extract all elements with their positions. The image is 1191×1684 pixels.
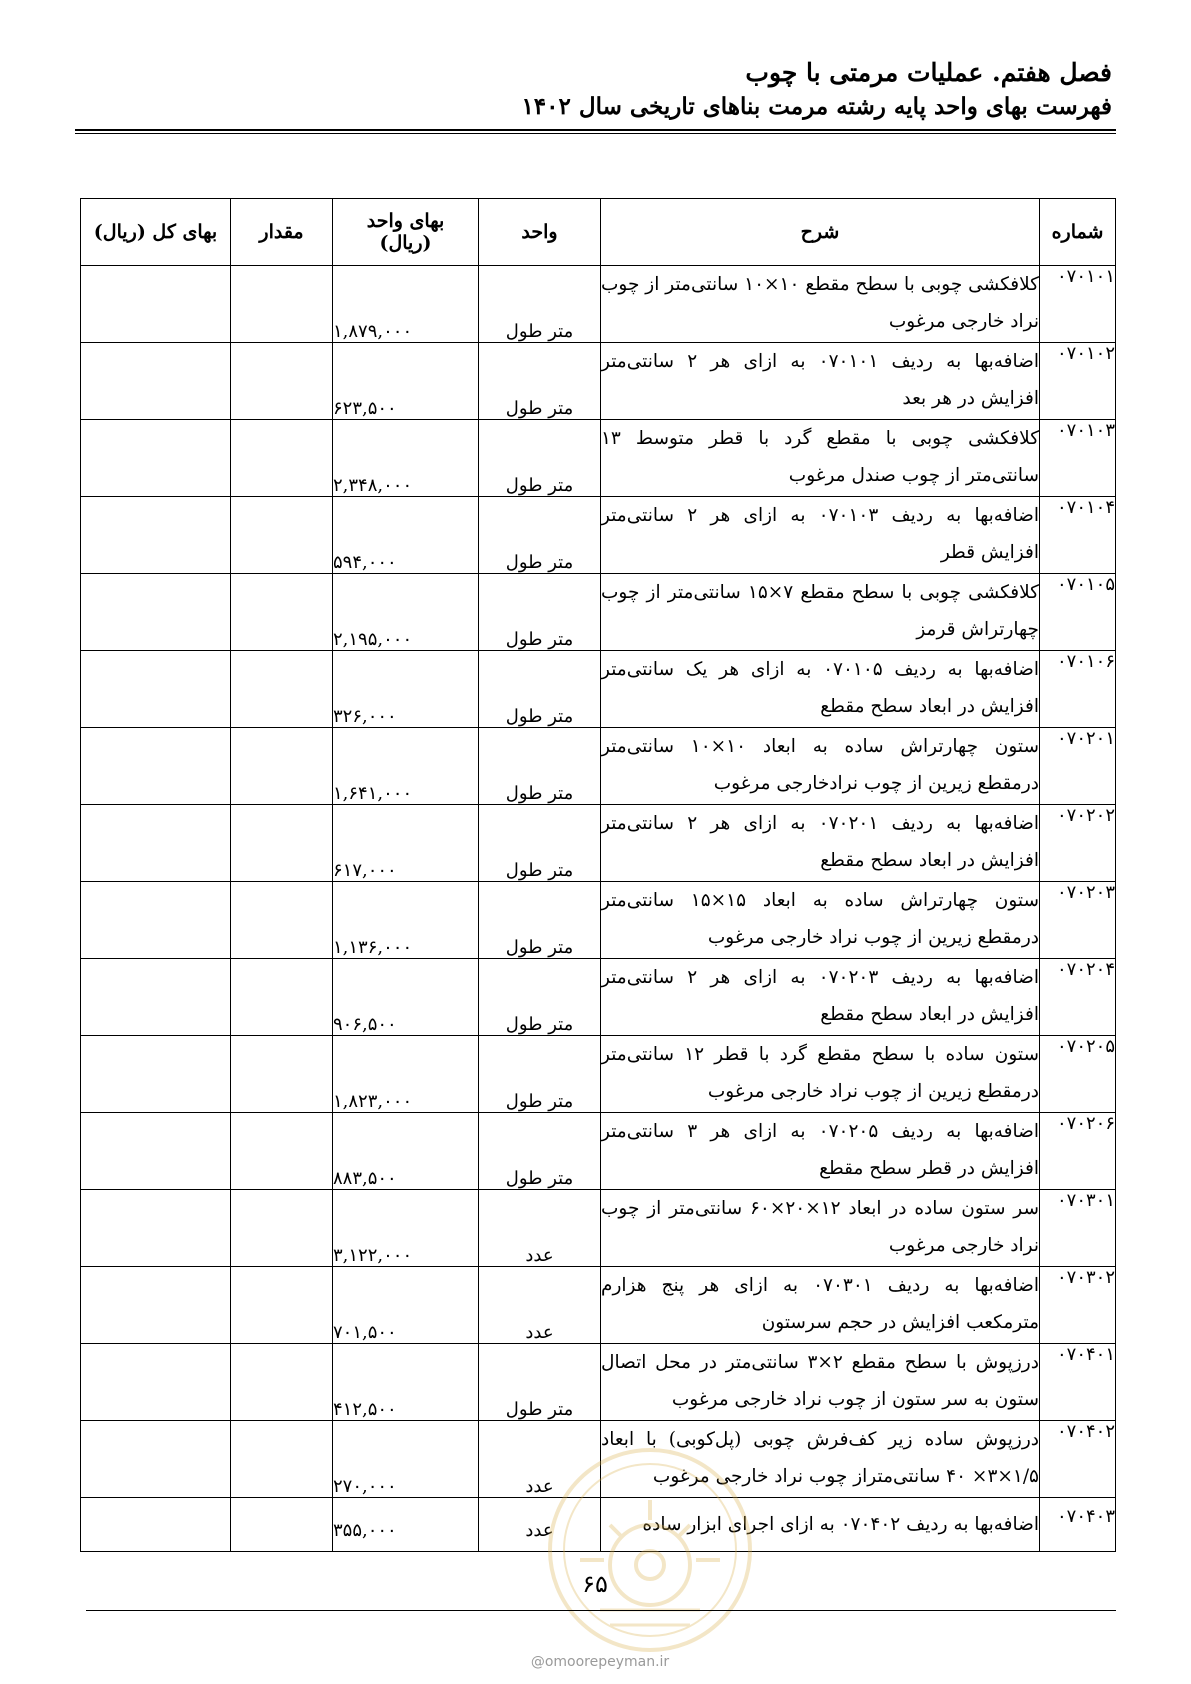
row-quantity-cell	[231, 574, 333, 651]
row-total-cell	[81, 805, 231, 882]
row-description: کلافکشی چوبی با سطح مقطع ۱۰×۱۰ سانتی‌متر از چوب نراد خارجی مرغوب	[601, 266, 1040, 343]
row-total-cell	[81, 1267, 231, 1344]
row-code: ۰۷۰۲۰۱	[1040, 728, 1116, 805]
row-code: ۰۷۰۴۰۳	[1040, 1498, 1116, 1552]
row-quantity-cell	[231, 1267, 333, 1344]
table-header-row	[81, 199, 1116, 266]
header-total-price: بهای کل (ریال)	[81, 199, 231, 266]
row-description: ستون چهارتراش ساده به ابعاد ۱۵×۱۵ سانتی‌متر درمقطع زیرین از چوب نراد خارجی مرغوب	[601, 882, 1040, 959]
row-unit: متر طول	[479, 574, 601, 651]
page-number: ۶۵	[582, 1570, 608, 1598]
row-total-cell	[81, 1113, 231, 1190]
row-unit-price: ۶۱۷,۰۰۰	[333, 805, 479, 882]
row-code: ۰۷۰۱۰۵	[1040, 574, 1116, 651]
table-row	[81, 1190, 1116, 1267]
row-unit-price: ۴۱۲,۵۰۰	[333, 1344, 479, 1421]
row-description: اضافه‌بها به ردیف ۰۷۰۲۰۱ به ازای هر ۲ سانتی‌متر افزایش در ابعاد سطح مقطع	[601, 805, 1040, 882]
row-description: کلافکشی چوبی با سطح مقطع ۷×۱۵ سانتی‌متر از چوب چهارتراش قرمز	[601, 574, 1040, 651]
row-quantity-cell	[231, 882, 333, 959]
row-code: ۰۷۰۲۰۴	[1040, 959, 1116, 1036]
row-unit: متر طول	[479, 343, 601, 420]
price-table	[80, 198, 1116, 1552]
row-total-cell	[81, 343, 231, 420]
table-row	[81, 959, 1116, 1036]
header-code: شماره	[1040, 199, 1116, 266]
row-unit-price: ۲,۳۴۸,۰۰۰	[333, 420, 479, 497]
row-description: ستون چهارتراش ساده به ابعاد ۱۰×۱۰ سانتی‌متر درمقطع زیرین از چوب نرادخارجی مرغوب	[601, 728, 1040, 805]
row-total-cell	[81, 420, 231, 497]
table-row	[81, 1498, 1116, 1552]
row-unit: متر طول	[479, 1344, 601, 1421]
row-description: سر ستون ساده در ابعاد ۱۲×۲۰×۶۰ سانتی‌متر از چوب نراد خارجی مرغوب	[601, 1190, 1040, 1267]
page-header	[72, 56, 1112, 124]
row-unit-price: ۱,۱۳۶,۰۰۰	[333, 882, 479, 959]
row-quantity-cell	[231, 1421, 333, 1498]
row-code: ۰۷۰۱۰۱	[1040, 266, 1116, 343]
row-total-cell	[81, 1036, 231, 1113]
row-unit-price: ۳۵۵,۰۰۰	[333, 1498, 479, 1552]
table-row	[81, 1344, 1116, 1421]
table-row	[81, 266, 1116, 343]
row-total-cell	[81, 497, 231, 574]
row-description: اضافه‌بها به ردیف ۰۷۰۲۰۵ به ازای هر ۳ سانتی‌متر افزایش در قطر سطح مقطع	[601, 1113, 1040, 1190]
row-description: اضافه‌بها به ردیف ۰۷۰۱۰۱ به ازای هر ۲ سانتی‌متر افزایش در هر بعد	[601, 343, 1040, 420]
chapter-title: فصل هفتم. عملیات مرمتی با چوب	[745, 58, 1112, 87]
row-total-cell	[81, 1344, 231, 1421]
document-subtitle: فهرست بهای واحد پایه رشته مرمت بناهای تاریخی سال ۱۴۰۲	[521, 93, 1112, 120]
row-quantity-cell	[231, 1036, 333, 1113]
table-row	[81, 497, 1116, 574]
row-unit: عدد	[479, 1498, 601, 1552]
row-code: ۰۷۰۲۰۳	[1040, 882, 1116, 959]
row-total-cell	[81, 882, 231, 959]
table-row	[81, 420, 1116, 497]
table-row	[81, 1421, 1116, 1498]
row-quantity-cell	[231, 959, 333, 1036]
row-unit-price: ۲,۱۹۵,۰۰۰	[333, 574, 479, 651]
website-label: @omoorepeyman.ir	[530, 1654, 670, 1670]
table-row	[81, 805, 1116, 882]
row-unit: متر طول	[479, 266, 601, 343]
row-unit: عدد	[479, 1267, 601, 1344]
row-unit: متر طول	[479, 959, 601, 1036]
row-unit: متر طول	[479, 728, 601, 805]
row-total-cell	[81, 1498, 231, 1552]
row-description: درزپوش با سطح مقطع ۲×۳ سانتی‌متر در محل اتصال ستون به سر ستون از چوب نراد خارجی مرغوب	[601, 1344, 1040, 1421]
row-quantity-cell	[231, 1190, 333, 1267]
row-unit-price: ۹۰۶,۵۰۰	[333, 959, 479, 1036]
row-unit: متر طول	[479, 1036, 601, 1113]
row-code: ۰۷۰۱۰۲	[1040, 343, 1116, 420]
row-code: ۰۷۰۱۰۶	[1040, 651, 1116, 728]
row-description: اضافه‌بها به ردیف ۰۷۰۳۰۱ به ازای هر پنج هزارم مترمکعب افزایش در حجم سرستون	[601, 1267, 1040, 1344]
row-code: ۰۷۰۲۰۵	[1040, 1036, 1116, 1113]
row-unit: متر طول	[479, 1113, 601, 1190]
header-rule	[75, 129, 1116, 131]
row-code: ۰۷۰۲۰۶	[1040, 1113, 1116, 1190]
row-description: اضافه‌بها به ردیف ۰۷۰۲۰۳ به ازای هر ۲ سانتی‌متر افزایش در ابعاد سطح مقطع	[601, 959, 1040, 1036]
header-description: شرح	[601, 199, 1040, 266]
row-quantity-cell	[231, 1113, 333, 1190]
header-quantity: مقدار	[231, 199, 333, 266]
row-description: ستون ساده با سطح مقطع گرد با قطر ۱۲ سانتی‌متر درمقطع زیرین از چوب نراد خارجی مرغوب	[601, 1036, 1040, 1113]
row-unit-price: ۱,۸۷۹,۰۰۰	[333, 266, 479, 343]
row-code: ۰۷۰۳۰۱	[1040, 1190, 1116, 1267]
table-row	[81, 574, 1116, 651]
row-code: ۰۷۰۱۰۳	[1040, 420, 1116, 497]
row-description: کلافکشی چوبی با مقطع گرد با قطر متوسط ۱۳ سانتی‌متر از چوب صندل مرغوب	[601, 420, 1040, 497]
table-row	[81, 343, 1116, 420]
row-code: ۰۷۰۱۰۴	[1040, 497, 1116, 574]
row-unit: متر طول	[479, 497, 601, 574]
row-quantity-cell	[231, 805, 333, 882]
row-unit: متر طول	[479, 805, 601, 882]
row-total-cell	[81, 266, 231, 343]
row-quantity-cell	[231, 266, 333, 343]
table-row	[81, 1113, 1116, 1190]
row-quantity-cell	[231, 497, 333, 574]
row-total-cell	[81, 574, 231, 651]
row-unit-price: ۷۰۱,۵۰۰	[333, 1267, 479, 1344]
row-total-cell	[81, 1421, 231, 1498]
row-unit-price: ۶۲۳,۵۰۰	[333, 343, 479, 420]
header-rule-thin	[75, 133, 1116, 134]
row-description: اضافه‌بها به ردیف ۰۷۰۱۰۵ به ازای هر یک سانتی‌متر افزایش در ابعاد سطح مقطع	[601, 651, 1040, 728]
footer-rule	[86, 1610, 1116, 1611]
header-unit-price: بهای واحد (ریال)	[333, 199, 479, 266]
row-code: ۰۷۰۳۰۲	[1040, 1267, 1116, 1344]
row-quantity-cell	[231, 420, 333, 497]
row-unit: متر طول	[479, 882, 601, 959]
row-total-cell	[81, 728, 231, 805]
row-quantity-cell	[231, 1498, 333, 1552]
row-unit: عدد	[479, 1421, 601, 1498]
row-description: درزپوش ساده زیر کف‌فرش چوبی (پل‌کوبی) با ابعاد ۱/۵×۳× ۴۰ سانتی‌متراز چوب نراد خارجی مرغوب	[601, 1421, 1040, 1498]
row-unit: متر طول	[479, 651, 601, 728]
row-total-cell	[81, 959, 231, 1036]
row-code: ۰۷۰۴۰۱	[1040, 1344, 1116, 1421]
table-row	[81, 728, 1116, 805]
table-row	[81, 882, 1116, 959]
row-unit-price: ۱,۶۴۱,۰۰۰	[333, 728, 479, 805]
row-quantity-cell	[231, 1344, 333, 1421]
header-unit: واحد	[479, 199, 601, 266]
row-unit-price: ۳۲۶,۰۰۰	[333, 651, 479, 728]
row-total-cell	[81, 1190, 231, 1267]
row-code: ۰۷۰۲۰۲	[1040, 805, 1116, 882]
row-description: اضافه‌بها به ردیف ۰۷۰۴۰۲ به ازای اجرای ابزار ساده	[601, 1498, 1040, 1552]
row-unit: عدد	[479, 1190, 601, 1267]
row-unit-price: ۸۸۳,۵۰۰	[333, 1113, 479, 1190]
row-description: اضافه‌بها به ردیف ۰۷۰۱۰۳ به ازای هر ۲ سانتی‌متر افزایش قطر	[601, 497, 1040, 574]
row-unit-price: ۲۷۰,۰۰۰	[333, 1421, 479, 1498]
row-unit-price: ۱,۸۲۳,۰۰۰	[333, 1036, 479, 1113]
row-unit-price: ۵۹۴,۰۰۰	[333, 497, 479, 574]
table-row	[81, 1036, 1116, 1113]
row-unit-price: ۳,۱۲۲,۰۰۰	[333, 1190, 479, 1267]
row-code: ۰۷۰۴۰۲	[1040, 1421, 1116, 1498]
row-quantity-cell	[231, 728, 333, 805]
row-quantity-cell	[231, 651, 333, 728]
row-unit: متر طول	[479, 420, 601, 497]
table-row	[81, 1267, 1116, 1344]
table-row	[81, 651, 1116, 728]
row-total-cell	[81, 651, 231, 728]
row-quantity-cell	[231, 343, 333, 420]
